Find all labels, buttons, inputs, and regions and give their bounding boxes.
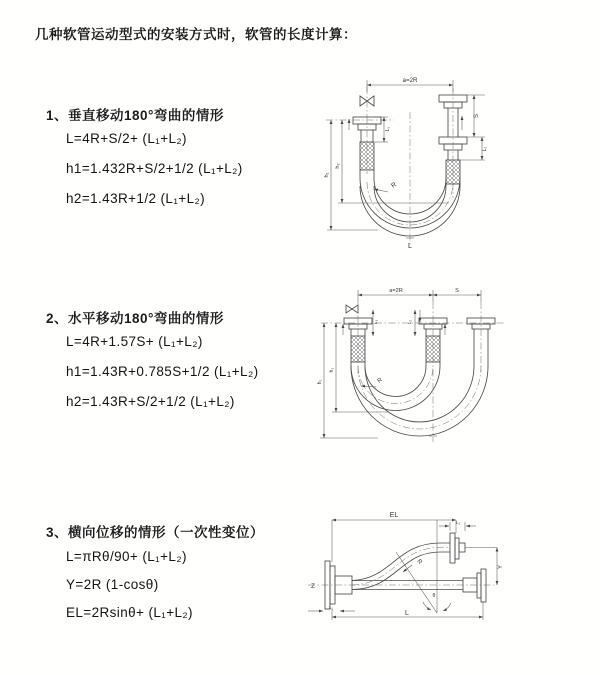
d2-label-l2: L₂ xyxy=(407,319,412,325)
d1-dimension-h2 xyxy=(335,120,449,203)
d3-label-z: Z xyxy=(311,584,315,590)
d3-label-el: EL xyxy=(389,512,399,519)
diagram-lateral-displacement xyxy=(300,505,510,630)
d3-upper-flange xyxy=(450,533,497,563)
d1-label-l1: L₁ xyxy=(385,126,391,132)
d2-label-r: R xyxy=(376,377,384,385)
d2-right-pipe xyxy=(467,302,495,372)
d3-label-theta: θ xyxy=(432,593,436,599)
d1-dimension-l1 xyxy=(375,117,391,142)
d3-curved-hose xyxy=(352,543,450,590)
d1-dimension-l2 xyxy=(460,137,488,160)
d1-label-r: R xyxy=(390,181,398,190)
section-1-formula-h1: h1=1.432R+S/2+1/2 (L₁+L₂) xyxy=(66,161,243,176)
diagram-vertical-180-bend xyxy=(312,70,492,260)
d3-label-r: R xyxy=(415,558,423,566)
section-1-formula-L: L=4R+S/2+ (L₁+L₂) xyxy=(66,131,187,146)
d3-dimension-l2 xyxy=(439,520,476,531)
d3-label-l: L xyxy=(405,610,409,617)
section-2-formula-h1: h1=1.43R+0.785S+1/2 (L₁+L₂) xyxy=(66,364,259,379)
d2-label-l1: L₁ xyxy=(373,319,378,325)
d1-label-l2: L₂ xyxy=(482,146,488,152)
d1-label-s: S xyxy=(474,113,480,119)
d1-valve-icon xyxy=(360,87,374,117)
section-2-heading: 2、水平移动180°弯曲的情形 xyxy=(46,311,224,326)
d3-label-l1: L₁ xyxy=(328,605,334,610)
d1-dimension-a2r xyxy=(367,77,453,92)
d1-label-a2r: a=2R xyxy=(402,77,418,84)
d2-dimension-s xyxy=(433,288,481,302)
d1-label-l-length: L xyxy=(408,241,412,250)
d3-label-y: Y xyxy=(498,564,504,570)
diagram-horizontal-180-bend xyxy=(316,282,516,457)
d2-dimension-a2r xyxy=(358,288,433,302)
page-title: 几种软管运动型式的安装方式时，软管的长度计算： xyxy=(35,27,357,42)
d1-dimension-h1 xyxy=(324,120,378,230)
section-2-formula-h2: h2=1.43R+S/2+1/2 (L₁+L₂) xyxy=(66,394,235,409)
d2-dimension-l2 xyxy=(407,310,415,336)
d1-label-h1: h₁ xyxy=(324,172,330,178)
d2-radius-callout xyxy=(361,377,384,387)
d2-dimension-l1 xyxy=(373,310,378,336)
section-1-formula-h2: h2=1.43R+1/2 (L₁+L₂) xyxy=(66,191,206,206)
d2-label-h2: h₂ xyxy=(329,367,335,373)
section-1-heading: 1、垂直移动180°弯曲的情形 xyxy=(46,108,224,123)
d1-radius-callout xyxy=(374,181,398,192)
d3-construction-lines xyxy=(396,520,451,613)
d1-right-pipe xyxy=(439,88,467,198)
d3-dimension-el xyxy=(332,512,456,562)
d3-radius-callout xyxy=(403,559,423,572)
section-3-formula-L: L=πRθ/90+ (L₁+L₂) xyxy=(66,549,187,564)
d2-label-a2r: a=2R xyxy=(389,288,403,294)
d3-dimension-y xyxy=(497,548,504,586)
d2-valve-icon xyxy=(346,305,358,313)
section-3-heading: 3、横向位移的情形（一次性变位） xyxy=(46,525,265,540)
d1-dimension-s xyxy=(467,95,485,137)
section-3-formula-Y: Y=2R (1-cosθ) xyxy=(66,577,159,592)
d2-hose-arcs xyxy=(351,362,488,436)
d2-label-s: S xyxy=(455,288,459,294)
section-3-formula-EL: EL=2Rsinθ+ (L₁+L₂) xyxy=(66,605,193,620)
d3-label-l2: L₂ xyxy=(455,520,461,525)
d3-right-flange xyxy=(463,569,486,602)
section-2-formula-L: L=4R+1.57S+ (L₁+L₂) xyxy=(66,334,203,349)
d3-dimension-l1 xyxy=(308,605,355,611)
d2-label-h1: h₁ xyxy=(317,379,323,385)
d1-label-h2: h₂ xyxy=(335,163,341,169)
